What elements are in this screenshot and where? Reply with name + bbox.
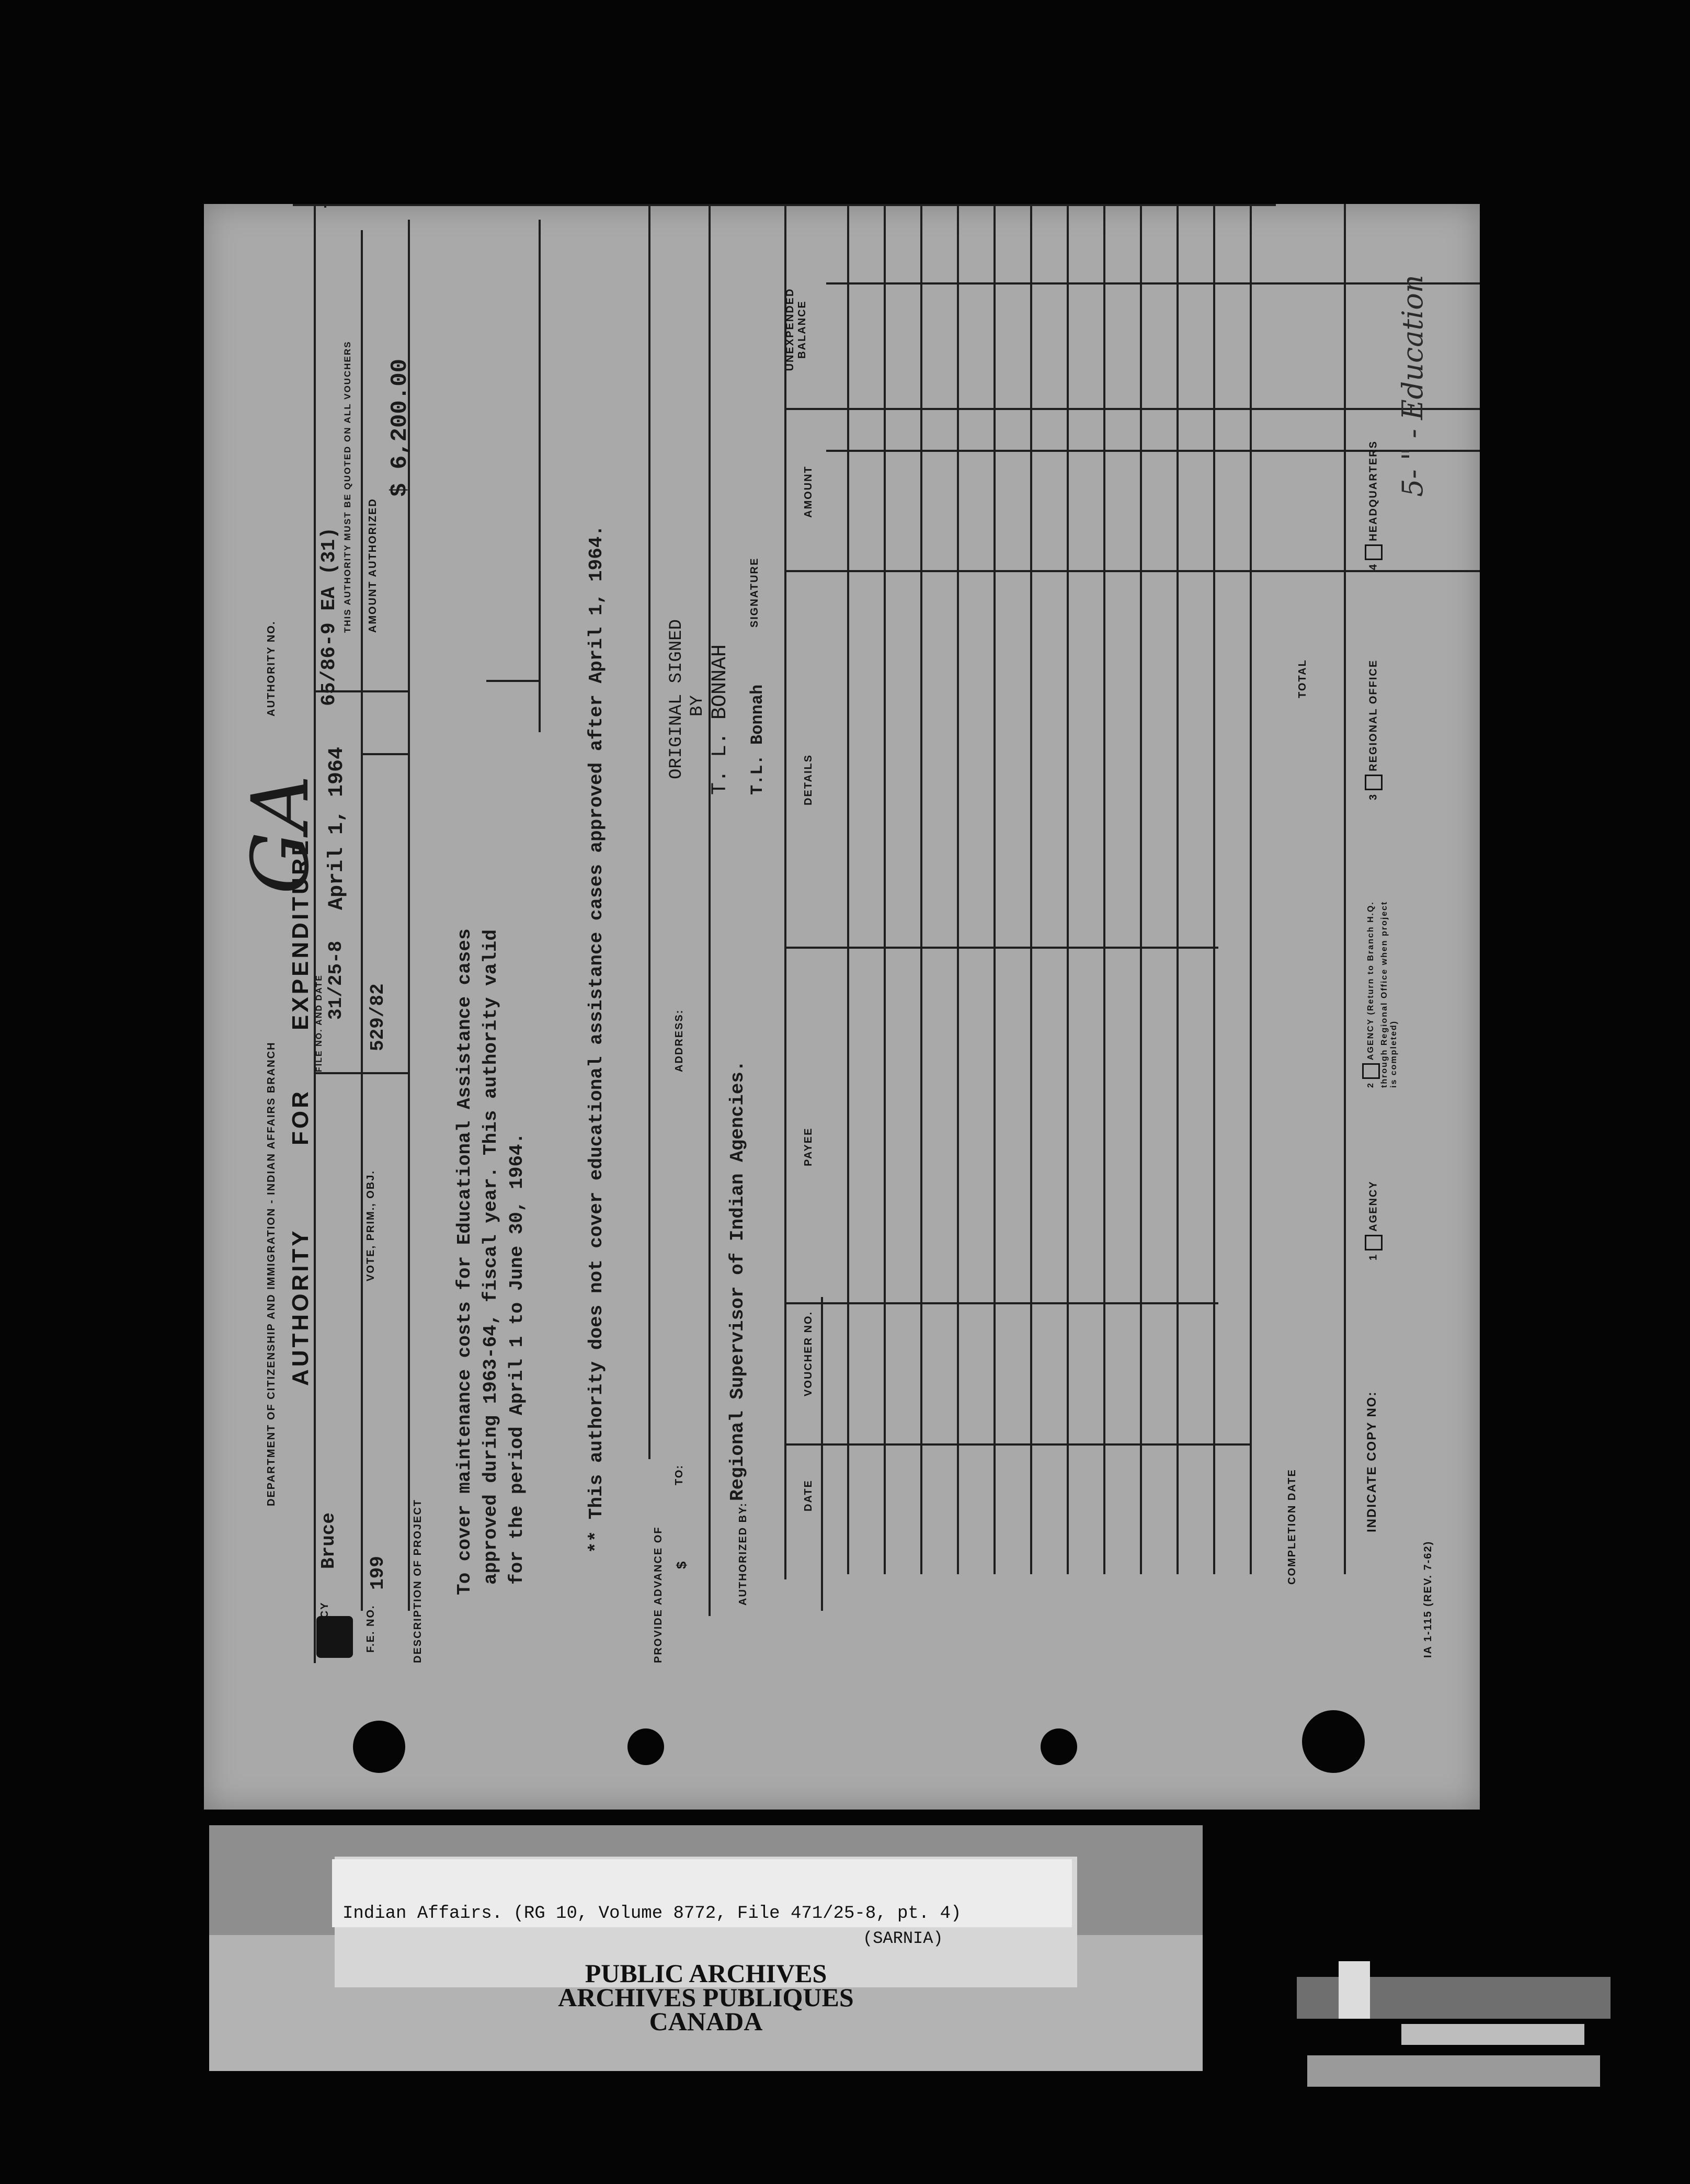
rule [324, 206, 326, 208]
description-label: DESCRIPTION OF PROJECT [412, 1498, 424, 1663]
description-note: ** This authority does not cover educational assistance cases approved after April 1, 1964. [586, 525, 607, 1553]
file-no-label: FILE NO. AND DATE [315, 974, 324, 1072]
department-heading: DEPARTMENT OF CITIZENSHIP AND IMMIGRATION - INDIAN AFFAIRS BRANCH [266, 1041, 277, 1506]
handwritten-initials: GA [235, 775, 326, 894]
checkbox-4[interactable] [1365, 544, 1383, 560]
rule [486, 680, 539, 682]
address-label: ADDRESS: [673, 1009, 685, 1072]
amount-value: $ 6,200.00 [387, 358, 413, 497]
rule [784, 570, 1480, 572]
rule [784, 408, 1480, 410]
signer-stamp: T. L. BONNAH [709, 644, 732, 795]
rule [784, 947, 1218, 949]
film-tab-block [1297, 1961, 1611, 2097]
authorized-by-label: AUTHORIZED BY: [737, 1502, 749, 1606]
description-line-3: for the period April 1 to June 30, 1964. [506, 1132, 528, 1585]
rule [821, 1297, 823, 1611]
date-value: April 1, 1964 [325, 746, 349, 910]
authority-no-value: 65/86-9 EA (31) [318, 527, 340, 706]
archives-line-1: PUBLIC ARCHIVES [585, 1959, 827, 1988]
archives-line-3: CANADA [649, 2007, 763, 2036]
staple-mark [316, 1616, 353, 1658]
authority-no-label: AUTHORITY NO. [266, 620, 277, 716]
by-stamp: BY [688, 695, 707, 716]
copy-option-3: 3REGIONAL OFFICE [1365, 659, 1383, 800]
rule [784, 1302, 1218, 1304]
provide-advance-label: PROVIDE ADVANCE OF [653, 1526, 664, 1663]
col-header-voucher: VOUCHER NO. [803, 1311, 814, 1396]
completion-date-label: COMPLETION DATE [1286, 1469, 1298, 1585]
film-tab [1339, 1961, 1370, 2019]
rule [314, 1072, 408, 1074]
punch-hole [353, 1721, 405, 1773]
checkbox-3[interactable] [1365, 775, 1383, 790]
title-expenditure: EXPENDITURE [288, 838, 313, 1030]
expenditure-form-sheet [204, 204, 1480, 1810]
form-code: IA 1-115 (REV. 7-62) [1422, 1540, 1434, 1658]
rule [648, 204, 650, 1459]
title-for: FOR [288, 1089, 313, 1145]
rule [361, 753, 408, 755]
punch-hole [1041, 1728, 1077, 1765]
col-header-date: DATE [803, 1480, 814, 1511]
checkbox-1[interactable] [1365, 1235, 1383, 1250]
col-header-details: DETAILS [803, 754, 814, 805]
to-label: TO: [673, 1464, 685, 1485]
rule [539, 220, 541, 732]
agency-value: Bruce [318, 1512, 339, 1569]
vote-value: 529/82 [367, 983, 389, 1051]
total-label: TOTAL [1297, 659, 1308, 698]
film-tab [1401, 2024, 1584, 2045]
quoted-note: THIS AUTHORITY MUST BE QUOTED ON ALL VOUCHERS [342, 340, 352, 633]
film-tab [1307, 2055, 1600, 2087]
rule [826, 282, 1480, 285]
signature-value: T.L. Bonnah [748, 684, 767, 795]
checkbox-2[interactable] [1362, 1063, 1380, 1079]
rule [784, 204, 786, 1579]
rule [314, 204, 316, 1663]
rule [784, 1443, 1250, 1446]
col-header-unexpended: UNEXPENDED BALANCE [784, 288, 808, 371]
punch-hole [627, 1728, 664, 1765]
file-no-value: 31/25-8 [325, 940, 347, 1020]
archives-stamp [335, 1959, 1077, 2036]
file-reference: Indian Affairs. (RG 10, Volume 8772, File 471/25-8, pt. 4) [342, 1904, 962, 1924]
col-header-amount: AMOUNT [803, 465, 814, 518]
copy-option-1: 1AGENCY [1365, 1180, 1383, 1260]
rule [1250, 204, 1252, 206]
vote-label: VOTE, PRIM., OBJ. [365, 1170, 376, 1281]
file-location: (SARNIA) [863, 1929, 943, 1948]
dollar-sign: $ [673, 1560, 689, 1569]
rule [361, 230, 363, 1611]
original-signed-stamp: ORIGINAL SIGNED [667, 619, 687, 779]
description-line-1: To cover maintenance costs for Educational Assistance cases [454, 928, 475, 1595]
fe-no-label: F.E. NO. [365, 1605, 376, 1653]
handwritten-note: 5- " - Education [1396, 275, 1429, 497]
fe-no-value: 199 [367, 1556, 389, 1590]
rule [709, 204, 711, 1616]
archives-line-2: ARCHIVES PUBLIQUES [558, 1983, 854, 2012]
signature-label: SIGNATURE [749, 557, 760, 628]
authorized-by-value: Regional Supervisor of Indian Agencies. [727, 1060, 748, 1501]
indicate-copy-label: INDICATE COPY NO: [1365, 1391, 1379, 1532]
copy-option-2: 2AGENCY (Return to Branch H.Q. through Regional Office when project is completed) [1362, 900, 1399, 1088]
col-header-payee: PAYEE [803, 1127, 814, 1166]
copy-option-4: 4HEADQUARTERS [1365, 440, 1383, 570]
title-authority: AUTHORITY [288, 1228, 313, 1386]
description-line-2: approved during 1963-64, fiscal year. This authority valid [480, 929, 501, 1585]
amount-label: AMOUNT AUTHORIZED [367, 498, 379, 633]
punch-hole [1302, 1710, 1365, 1773]
